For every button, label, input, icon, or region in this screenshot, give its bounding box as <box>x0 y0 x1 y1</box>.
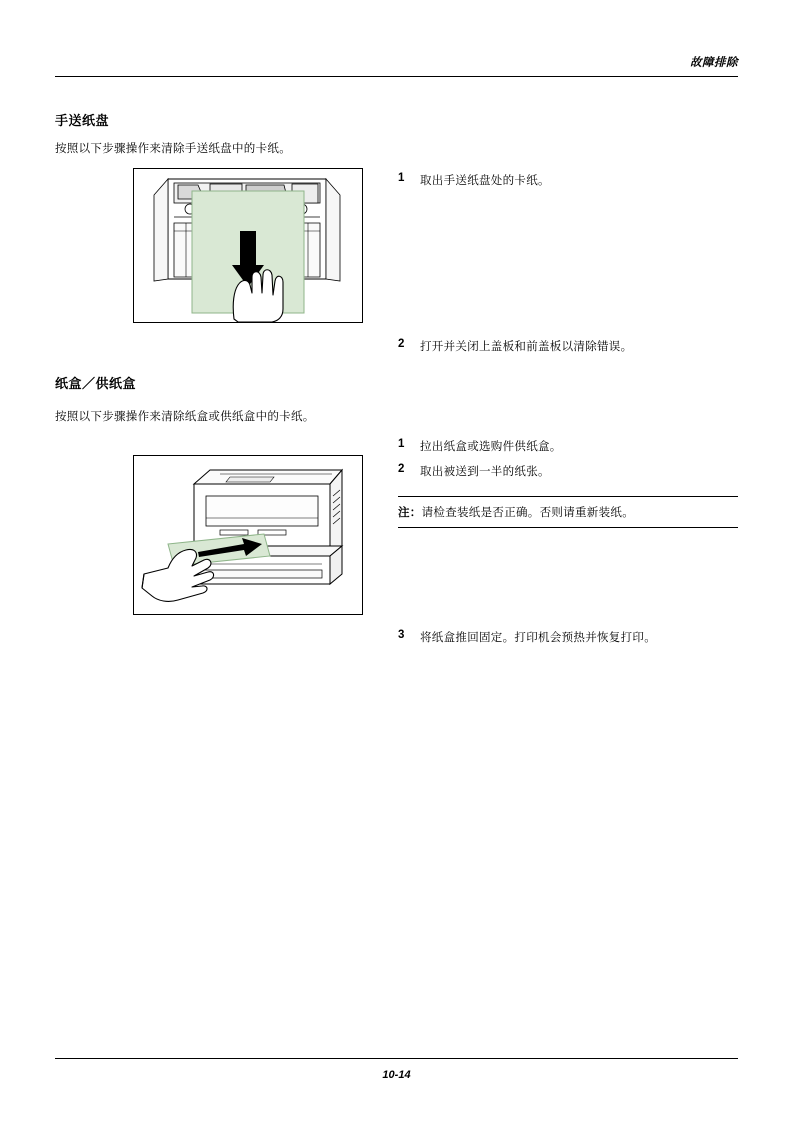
step-number: 1 <box>398 438 405 450</box>
section-intro-mp-tray: 按照以下步骤操作来清除手送纸盘中的卡纸。 <box>55 143 291 155</box>
step-item <box>398 172 738 188</box>
note-text: 请检查装纸是否正确。否则请重新装纸。 <box>421 507 635 519</box>
step-text: 拉出纸盒或选购件供纸盒。 <box>420 441 562 453</box>
mp-tray-jam-illustration <box>133 168 363 323</box>
cassette-jam-illustration <box>133 455 363 615</box>
step-number: 1 <box>398 172 405 184</box>
step-text: 打开并关闭上盖板和前盖板以清除错误。 <box>420 341 633 353</box>
note-box <box>398 496 738 528</box>
step-number: 3 <box>398 629 405 641</box>
step-text: 取出手送纸盘处的卡纸。 <box>420 175 550 187</box>
footer-divider <box>55 1058 738 1059</box>
step-item <box>398 629 738 645</box>
step-text: 取出被送到一半的纸张。 <box>420 466 550 478</box>
step-text: 将纸盒推回固定。打印机会预热并恢复打印。 <box>420 632 656 644</box>
section-heading-mp-tray: 手送纸盘 <box>55 113 110 128</box>
mp-tray-jam-drawing <box>134 169 362 322</box>
page-number: 10-14 <box>382 1069 411 1081</box>
note-label: 注： <box>398 507 422 519</box>
note-content <box>398 497 738 527</box>
page-header-title: 故障排除 <box>690 57 738 69</box>
section-intro-cassette: 按照以下步骤操作来清除纸盒或供纸盒中的卡纸。 <box>55 411 315 423</box>
step-number: 2 <box>398 338 405 350</box>
cassette-jam-drawing <box>134 456 362 614</box>
step-item <box>398 338 738 354</box>
step-number: 2 <box>398 463 405 475</box>
step-item <box>398 463 738 479</box>
note-bottom-divider <box>398 527 738 528</box>
section-heading-cassette: 纸盒／供纸盒 <box>55 376 137 391</box>
step-item <box>398 438 738 454</box>
header-divider <box>55 76 738 77</box>
